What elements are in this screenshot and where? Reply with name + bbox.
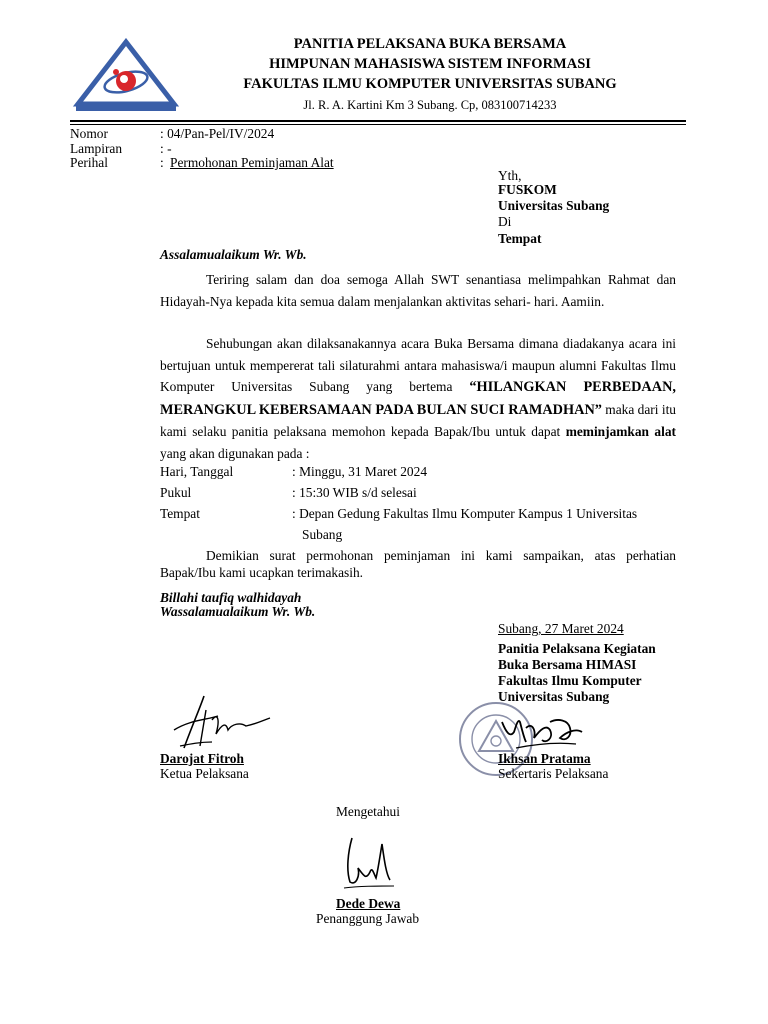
letterhead-rule-thick: [70, 120, 686, 122]
right-signer-name: Ikhsan Pratama: [498, 751, 591, 766]
detail-pukul-label: Pukul: [160, 485, 192, 500]
billahi-line: Billahi taufiq walhidayah: [160, 590, 302, 605]
left-signature: [160, 690, 280, 754]
letterhead-address: Jl. R. A. Kartini Km 3 Subang. Cp, 083100714233: [303, 98, 557, 112]
lampiran-value: : -: [160, 141, 172, 156]
greeting: Assalamualaikum Wr. Wb.: [160, 247, 307, 262]
detail-pukul-value: : 15:30 WIB s/d selesai: [292, 485, 417, 500]
committee-line-4: Universitas Subang: [498, 689, 610, 704]
left-signer-name: Darojat Fitroh: [160, 751, 244, 766]
lampiran-label: Lampiran: [70, 141, 123, 156]
left-signer-role: Ketua Pelaksana: [160, 766, 249, 781]
nomor-value: : 04/Pan-Pel/IV/2024: [160, 126, 275, 141]
paragraph-2-text-c: yang akan digunakan pada :: [160, 445, 310, 461]
detail-hari-value: : Minggu, 31 Maret 2024: [292, 464, 428, 479]
committee-line-1: Panitia Pelaksana Kegiatan: [498, 641, 656, 656]
organization-logo: [72, 38, 180, 114]
letterhead-line-3: FAKULTAS ILMU KOMPUTER UNIVERSITAS SUBANG: [243, 76, 617, 92]
paragraph-2-text-a: Sehubungan akan dilaksanakannya acara Buka Bersama dimana diadakanya acara ini bertujuan untuk mempererat tali silaturahmi antara mahasiswa/i maupun alumni Fakultas Ilmu Komputer Universitas Subang yang bertema: [160, 336, 676, 394]
paragraph-2: [160, 333, 676, 464]
committee-line-3: Fakultas Ilmu Komputer: [498, 673, 642, 688]
recipient-name: FUSKOM: [498, 182, 557, 197]
bottom-signer-role: Penanggung Jawab: [316, 911, 420, 926]
nomor-label: Nomor: [70, 126, 108, 141]
event-theme: “HILANGKAN PERBEDAAN, MERANGKUL KEBERSAMAAN PADA BULAN SUCI RAMADHAN”: [160, 379, 676, 418]
mengetahui-label: Mengetahui: [336, 804, 400, 819]
letterhead-line-2: HIMPUNAN MAHASISWA SISTEM INFORMASI: [269, 56, 591, 72]
letterhead-line-1: PANITIA PELAKSANA BUKA BERSAMA: [293, 36, 567, 52]
recipient-org: Universitas Subang: [498, 198, 610, 213]
closing-paragraph: [160, 547, 676, 581]
bottom-signer-name: Dede Dewa: [336, 896, 401, 911]
letterhead-rule-thin: [70, 124, 686, 125]
place-date: Subang, 27 Maret 2024: [498, 621, 624, 636]
wassalam-line: Wassalamualaikum Wr. Wb.: [160, 604, 316, 619]
bottom-signature: [336, 830, 406, 894]
paragraph-1: [160, 269, 676, 312]
recipient-di: Di: [498, 214, 512, 229]
paragraph-2-text-b: maka dari itu kami selaku panitia pelaksana memohon kepada Bapak/Ibu untuk dapat: [160, 401, 677, 439]
perihal-label: Perihal: [70, 155, 108, 170]
recipient-yth: Yth,: [498, 168, 522, 183]
detail-hari-label: Hari, Tanggal: [160, 464, 234, 479]
closing-text: Demikian surat permohonan peminjaman ini kami sampaikan, atas perhatian Bapak/Ibu kami ucapkan terimakasih.: [160, 548, 676, 580]
detail-tempat-value: : Depan Gedung Fakultas Ilmu Komputer Kampus 1 Universitas: [292, 506, 638, 521]
paragraph-1-text: Teriring salam dan doa semoga Allah SWT senantiasa melimpahkan Rahmat dan Hidayah-Nya kepada kita semua dalam menjalankan aktivitas sehari- hari. Aamiin.: [160, 272, 676, 309]
right-signer-role: Sekertaris Pelaksana: [498, 766, 609, 781]
perihal-colon: :: [160, 155, 164, 170]
paragraph-2-bold: meminjamkan alat: [565, 424, 676, 439]
perihal-value: Permohonan Peminjaman Alat: [170, 155, 334, 170]
detail-tempat-value-cont: Subang: [302, 527, 343, 542]
recipient-tempat: Tempat: [498, 231, 542, 246]
committee-line-2: Buka Bersama HIMASI: [498, 657, 637, 672]
detail-tempat-label: Tempat: [160, 506, 200, 521]
